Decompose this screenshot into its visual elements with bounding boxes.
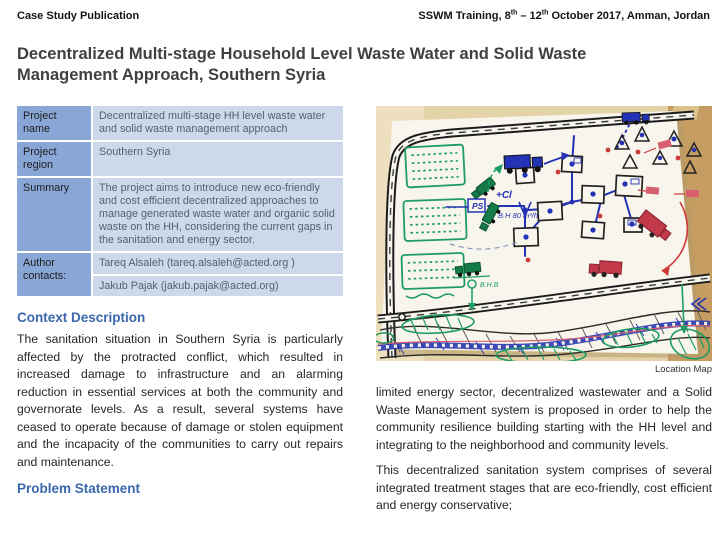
page-title: Decentralized Multi-stage Household Level Waste Water and Solid Waste Management Approach, Southern Syria [17,45,587,84]
bhb-label: B.H.B [480,282,499,289]
location-map-figure [376,106,712,361]
context-description-paragraph: The sanitation situation in Southern Syria is particularly affected by the protracted conflict, which resulted in increased damage to infrastructure and an alarming reduction in essential services at both the community and governorate levels. As a result, several systems have ceased to operate because of damage or stolen equipment and the incapacity of the communities to carry out repairs and maintenance. [17,332,343,469]
context-description-heading: Context Description [17,310,146,326]
table-value-project-region: Southern Syria [93,142,343,176]
borehole-capacity-label: B.H 80 m³/h [498,211,539,220]
blue-truck-main [504,154,543,174]
blue-truck-top-road [622,112,649,125]
table-value-author-1: Tareq Alsaleh (tareq.alsaleh@acted.org ) [93,253,343,274]
header-left: Case Study Publication [17,10,140,22]
right-paragraph-1: limited energy sector, decentralized wastewater and a Solid Waste Management system is proposed in order to help the community resilience building starting with the HH level and integrating to the neighborhood and community levels. [376,385,712,452]
pump-station-label: PS [472,201,484,211]
problem-statement-heading-cut: Problem Statement [17,481,141,497]
header-right: SSWM Training, 8th – 12th October 2017, Amman, Jordan [418,9,710,22]
table-label-summary: Summary [17,178,91,251]
page-header [17,10,710,22]
table-label-author-contacts: Author contacts: [17,253,91,297]
chlorine-label: +Cl [496,190,512,201]
table-value-author-2: Jakub Pajak (jakub.pajak@acted.org) [93,276,343,297]
project-info-table [17,106,343,296]
road-junction-circle [399,314,405,320]
table-value-summary: The project aims to introduce new eco-friendly and cost efficient decentralized approaches to manage generated waste water and organic solid waste on the HH, considering the current gaps in the sanitation and energy sector. [93,178,343,251]
table-label-project-region: Project region [17,142,91,176]
right-column [376,106,712,515]
table-value-project-name: Decentralized multi-stage HH level waste water and solid waste management approach [93,106,343,140]
map-caption: Location Map [654,364,712,375]
table-label-project-name: Project name [17,106,91,140]
left-column [17,106,343,496]
right-paragraph-2: This decentralized sanitation system comprises of several integrated treatment stages that are eco-friendly, cost efficient and energy conservative; [376,463,712,512]
